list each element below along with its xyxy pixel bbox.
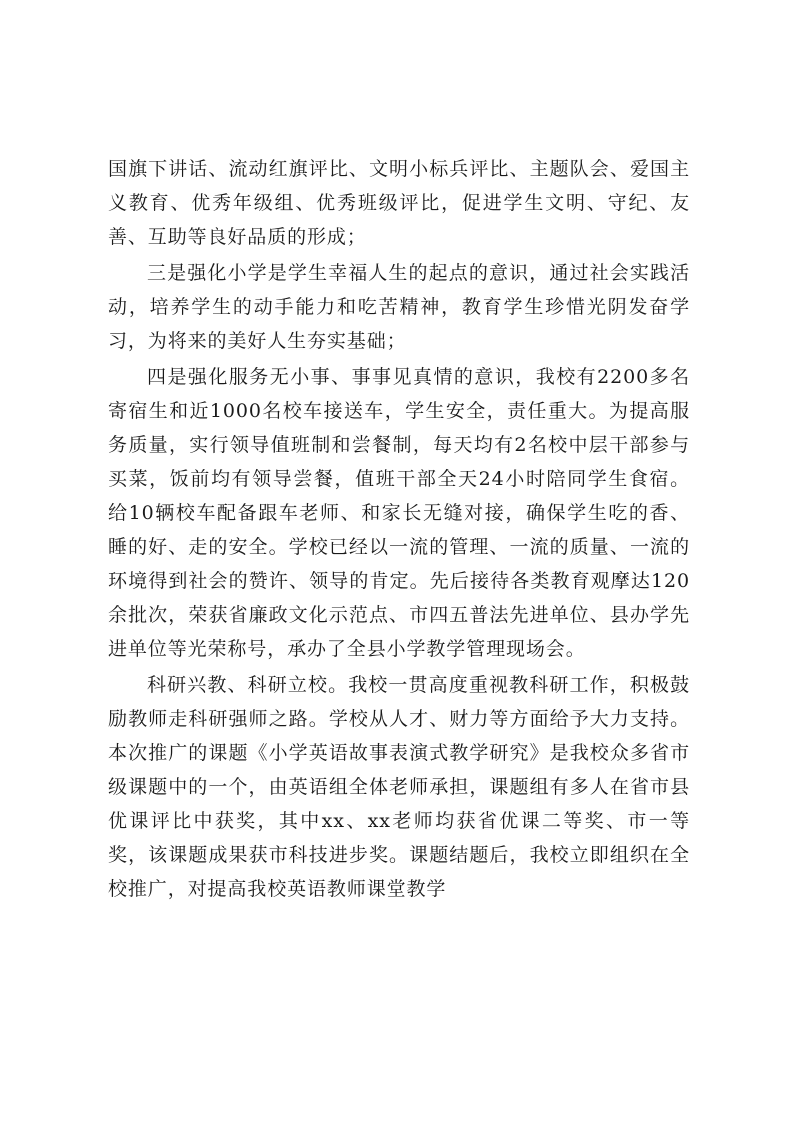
- document-page: [108, 152, 690, 908]
- paragraph-2: 三是强化小学是学生幸福人生的起点的意识，通过社会实践活动，培养学生的动手能力和吃苦精神，教育学生珍惜光阴发奋学习，为将来的美好人生夯实基础；: [108, 262, 690, 352]
- paragraph-4: 科研兴教、科研立校。我校一贯高度重视教科研工作，积极鼓励教师走科研强师之路。学校从人才、财力等方面给予大力支持。本次推广的课题《小学英语故事表演式教学研究》是我校众多省市级课题中的一个，由英语组全体老师承担，课题组有多人在省市县优课评比中获奖，其中xx、xx老师均获省优课二等奖、市一等奖，该课题成果获市科技进步奖。课题结题后，我校立即组织在全校推广，对提高我校英语教师课堂教学: [108, 674, 690, 900]
- paragraph-3: 四是强化服务无小事、事事见真情的意识，我校有2200多名寄宿生和近1000名校车接送车，学生安全，责任重大。为提高服务质量，实行领导值班制和尝餐制，每天均有2名校中层干部参与买菜，饭前均有领导尝餐，值班干部全天24小时陪同学生食宿。给10辆校车配备跟车老师、和家长无缝对接，确保学生吃的香、睡的好、走的安全。学校已经以一流的管理、一流的质量、一流的环境得到社会的赞许、领导的肯定。先后接待各类教育观摩达120余批次，荣获省廉政文化示范点、市四五普法先进单位、县办学先进单位等光荣称号，承办了全县小学教学管理现场会。: [108, 366, 690, 660]
- paragraph-1: 国旗下讲话、流动红旗评比、文明小标兵评比、主题队会、爱国主义教育、优秀年级组、优秀班级评比，促进学生文明、守纪、友善、互助等良好品质的形成；: [108, 158, 690, 248]
